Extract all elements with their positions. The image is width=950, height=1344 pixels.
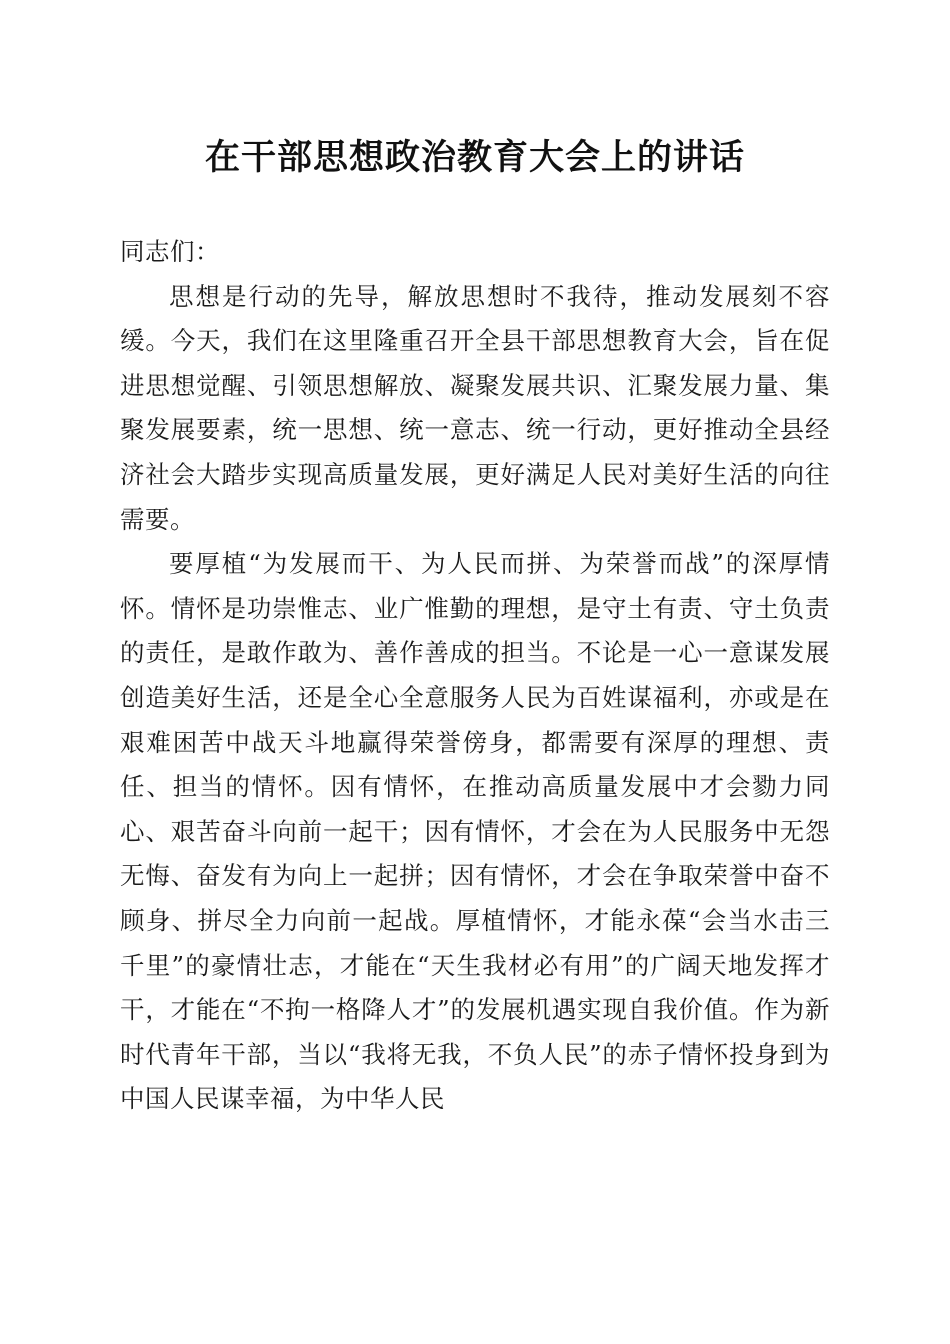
document-body	[120, 230, 830, 1122]
paragraph-1: 思想是行动的先导，解放思想时不我待，推动发展刻不容缓。今天，我们在这里隆重召开全县干部思想教育大会，旨在促进思想觉醒、引领思想解放、凝聚发展共识、汇聚发展力量、集聚发展要素，统一思想、统一意志、统一行动，更好推动全县经济社会大踏步实现高质量发展，更好满足人民对美好生活的向往需要。	[120, 281, 830, 534]
salutation: 同志们：	[120, 237, 220, 266]
paragraph-2: 要厚植“为发展而干、为人民而拼、为荣誉而战”的深厚情怀。情怀是功崇惟志、业广惟勤的理想，是守土有责、守土负责的责任，是敢作敢为、善作善成的担当。不论是一心一意谋发展创造美好生活，还是全心全意服务人民为百姓谋福利，亦或是在艰难困苦中战天斗地赢得荣誉傍身，都需要有深厚的理想、责任、担当的情怀。因有情怀，在推动高质量发展中才会勠力同心、艰苦奋斗向前一起干；因有情怀，才会在为人民服务中无怨无悔、奋发有为向上一起拼；因有情怀，才会在争取荣誉中奋不顾身、拼尽全力向前一起战。厚植情怀，才能永葆“会当水击三千里”的豪情壮志，才能在“天生我材必有用”的广阔天地发挥才干，才能在“不拘一格降人才”的发展机遇实现自我价值。作为新时代青年干部，当以“我将无我，不负人民”的赤子情怀投身到为中国人民谋幸福，为中华人民	[120, 549, 830, 1114]
document-title: 在干部思想政治教育大会上的讲话	[204, 137, 745, 178]
